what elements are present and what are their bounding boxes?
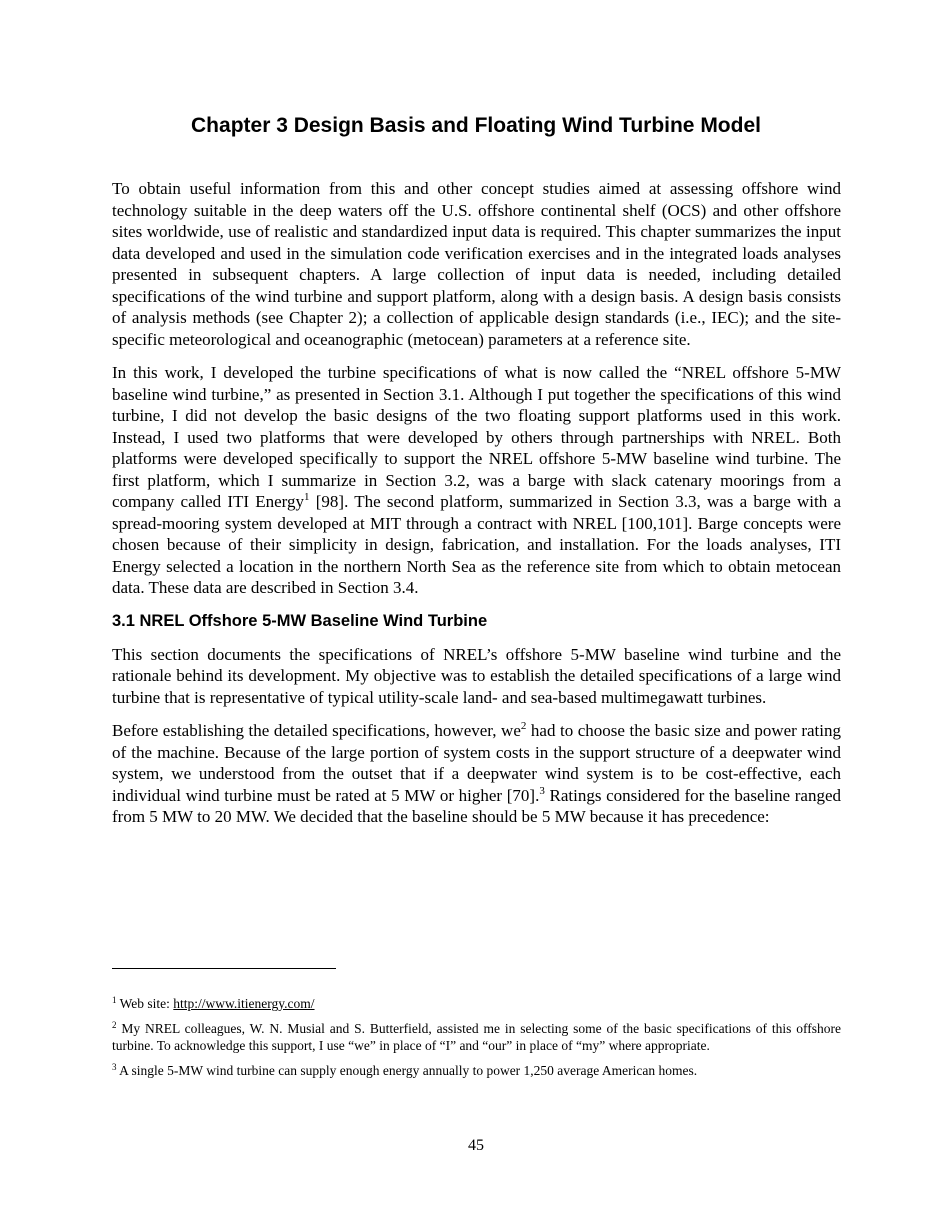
footnote-text: A single 5-MW wind turbine can supply enough energy annually to power 1,250 average American homes.	[116, 1063, 698, 1078]
paragraph-section-intro: This section documents the specifications of NREL’s offshore 5-MW baseline wind turbine and the rationale behind its development. My objective was to establish the detailed specifications of a large wind turbine that is representative of typical utility-scale land- and sea-based multimegawatt turbines.	[112, 644, 841, 707]
footnote-ref-1[interactable]: 1	[304, 491, 310, 503]
section-heading: 3.1 NREL Offshore 5-MW Baseline Wind Turbine	[112, 611, 488, 630]
footnote-ref-2[interactable]: 2	[520, 720, 527, 732]
paragraph-platforms	[112, 362, 841, 599]
footnote-2	[112, 1020, 841, 1054]
footnote-link[interactable]: http://www.itienergy.com/	[173, 996, 315, 1011]
text: In this work, I developed the turbine specifications of what is now called the “NREL offshore 5-MW baseline wind turbine,” as presented in Section 3.1. Although I put together the specifications of this wind turbine, I did not develop the basic designs of the two floating support platforms used in this work. Instead, I used two platforms that were developed by others through partnerships with NREL. Both platforms were developed specifically to support the NREL offshore 5-MW baseline wind turbine. The first platform, which I summarize in Section 3.2, was a barge with slack catenary moorings from a company called ITI Energy	[112, 363, 841, 511]
page-number: 45	[468, 1137, 484, 1154]
text: Before establishing the detailed specifications, however, we	[112, 721, 521, 740]
footnote-ref-3[interactable]: 3	[539, 784, 545, 797]
paragraph-intro: To obtain useful information from this and other concept studies aimed at assessing offshore wind technology suitable in the deep waters off the U.S. offshore continental shelf (OCS) and other offshore sites worldwide, use of realistic and standardized input data is required. This chapter summarizes the input data developed and used in the simulation code verification exercises and in the integrated loads analyses presented in subsequent chapters. A large collection of input data is needed, including detailed specifications of the wind turbine and support platform, along with a design basis. A design basis consists of analysis methods (see Chapter 2); a collection of applicable design standards (i.e., IEC); and the site-specific meteorological and oceanographic (metocean) parameters at a reference site.	[112, 179, 841, 349]
paragraph-rating	[112, 720, 841, 828]
footnotes	[112, 995, 841, 1087]
footnote-1	[112, 995, 841, 1012]
footnote-divider	[112, 968, 336, 969]
body-text	[112, 178, 841, 840]
text: Ratings considered for the baseline ranged from 5 MW to 20 MW. We decided that the baseline should be 5 MW because it has precedence:	[112, 785, 841, 826]
footnote-mark: 1	[112, 995, 117, 1005]
footnote-3	[112, 1062, 841, 1079]
footnote-text: My NREL colleagues, W. N. Musial and S. Butterfield, assisted me in selecting some of the basic specifications of this offshore turbine. To acknowledge this support, I use “we” in place of “I” and “our” in place of “my” where appropriate.	[112, 1021, 841, 1053]
chapter-title: Chapter 3 Design Basis and Floating Wind Turbine Model	[191, 114, 761, 137]
text: [98]. The second platform, summarized in Section 3.3, was a barge with a spread-mooring system developed at MIT through a contract with NREL [100,101]. Barge concepts were chosen because of their simplicity in design, fabrication, and installation. For the loads analyses, ITI Energy selected a location in the northern North Sea as the reference site from which to obtain metocean data. These data are described in Section 3.4.	[112, 492, 841, 597]
footnote-mark: 3	[112, 1062, 117, 1072]
text: had to choose the basic size and power rating of the machine. Because of the large portion of system costs in the support structure of a deepwater wind system, we understood from the outset that if a deepwater wind system is to be cost-effective, each individual wind turbine must be rated at 5 MW or higher [70].	[112, 721, 841, 805]
footnote-text: Web site:	[116, 996, 174, 1011]
footnote-mark: 2	[112, 1020, 117, 1030]
